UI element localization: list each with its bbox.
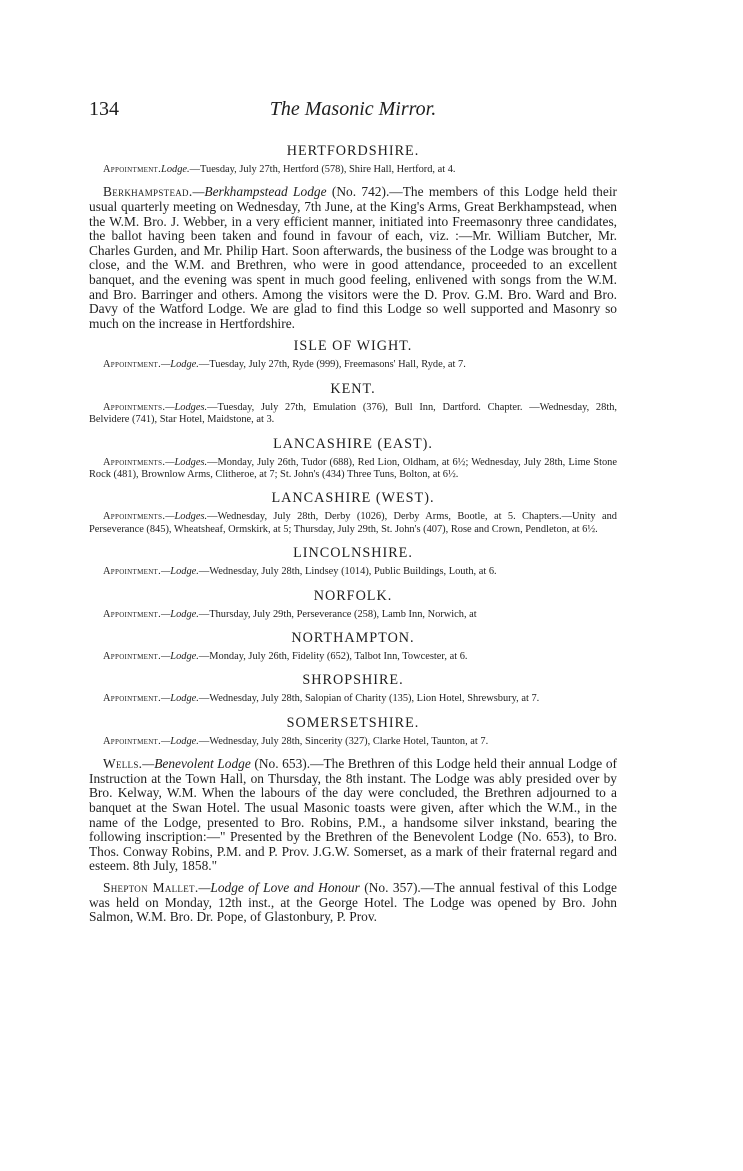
appointment-notice: [89, 693, 617, 705]
county-section: [89, 381, 617, 427]
county-section: [89, 672, 617, 705]
appointment-label: Appointment.: [103, 566, 162, 578]
appointment-notice: [89, 359, 617, 371]
appointment-text: —Tuesday, July 27th, Ryde (999), Freemasons' Hall, Ryde, at 7.: [198, 359, 466, 371]
county-section: [89, 143, 617, 331]
appointment-notice: [89, 457, 617, 482]
appointment-text: —Wednesday, July 28th, Sincerity (327), Clarke Hotel, Taunton, at 7.: [198, 735, 489, 747]
appointment-notice: [89, 164, 617, 176]
section-heading: LINCOLNSHIRE.: [293, 545, 413, 562]
appointment-notice: [89, 651, 617, 663]
paragraph-text: (No. 742).—The members of this Lodge held their usual quarterly meeting on Wednesday, 7th June, at the King's Arms, Great Berkhampstead, when the W.M. Bro. J. Webber, in a very efficient manner, initiated into Freemasonry three candidates, the ballot having been taken and found in favour of each, viz. :—Mr. William Butcher, Mr. Charles Gurden, and Mr. Philip Hart. Soon afterwards, the business of the Lodge was brought to a close, and the W.M. and Brethren, who were in good attendance, proceeded to an excellent banquet, and the evening was spent in much good feeling, enlivened with songs from the W.M. and Bro. Barringer and others. Among the visitors were the D. Prov. G.M. Bro. Ward and Bro. Davy of the Watford Lodge. We are glad to find this Lodge so well supported and Masonry so much on the increase in Hertfordshire.: [89, 184, 618, 331]
paragraph-lead: Berkhampstead.: [103, 184, 193, 200]
report-paragraph: [89, 185, 617, 331]
section-heading: NORTHAMPTON.: [291, 630, 415, 646]
section-heading: LANCASHIRE (WEST).: [271, 490, 435, 507]
appointment-label: Appointments.: [103, 456, 166, 468]
appointment-kind: —Lodge.: [161, 566, 199, 578]
appointment-label: Appointment.: [103, 651, 162, 662]
county-section: [89, 490, 617, 536]
appointment-kind: —Lodge.: [161, 651, 199, 662]
county-section: [89, 545, 617, 578]
appointment-kind: —Lodges.: [165, 511, 208, 523]
section-heading: KENT.: [330, 380, 376, 397]
appointment-text: —Wednesday, July 28th, Lindsey (1014), Public Buildings, Louth, at 6.: [198, 566, 497, 578]
appointment-notice: [89, 511, 617, 536]
appointment-text: —Thursday, July 29th, Perseverance (258), Lamb Inn, Norwich, at: [198, 608, 477, 620]
appointment-text: —Monday, July 26th, Fidelity (652), Talbot Inn, Towcester, at 6.: [198, 651, 468, 662]
appointment-kind: —Lodge.: [161, 735, 199, 747]
appointment-label: Appointment.: [103, 359, 162, 371]
appointment-label: Appointments.: [103, 401, 166, 413]
appointment-text: —Monday, July 26th, Tudor (688), Red Lion, Oldham, at 6½; Wednesday, July 28th, Lime Stone Rock (481), Brownlow Arms, Clitheroe, at 7; St. John's (434) Three Tuns, Bolton, at 6½.: [89, 456, 617, 480]
appointment-text: —Tuesday, July 27th, Hertford (578), Shire Hall, Hertford, at 4.: [189, 164, 456, 175]
lodge-name: —Benevolent Lodge: [142, 756, 251, 772]
appointment-kind: Lodge.: [161, 164, 190, 175]
paragraph-text: (No. 653).—The Brethren of this Lodge held their annual Lodge of Instruction at the Town Hall, on Thursday, the 8th instant. The Lodge was ably presided over by Bro. Kelway, W.M. When the labours of the day were concluded, the Brethren adjourned to a banquet at the Swan Hotel. The usual Masonic toasts were given, after which the W.M., in the name of the Lodge, presented to Bro. Robins, P.M., a handsome silver inkstand, bearing the following inscription:—" Presented by the Brethren of the Benevolent Lodge (No. 653), to Bro. Thos. Conway Robins, P.M. and P. Prov. J.G.W. Somerset, as a mark of their fraternal regard and esteem. 8th July, 1858.": [89, 756, 617, 874]
appointment-text: —Wednesday, July 28th, Salopian of Charity (135), Lion Hotel, Shrewsbury, at 7.: [198, 693, 540, 705]
county-section: [89, 588, 617, 621]
appointment-notice: [89, 609, 617, 621]
county-section: [89, 715, 617, 925]
section-heading: SOMERSETSHIRE.: [286, 714, 420, 731]
section-heading: LANCASHIRE (EAST).: [273, 435, 433, 452]
county-section: [89, 630, 617, 663]
running-title: The Masonic Mirror.: [269, 98, 437, 120]
document-body: [89, 143, 617, 932]
appointment-label: Appointment.: [103, 164, 162, 175]
appointment-text: —Tuesday, July 27th, Emulation (376), Bull Inn, Dartford. Chapter. —Wednesday, 28th, Belvidere (741), Star Hotel, Maidstone, at 3.: [89, 401, 617, 426]
appointment-notice: [89, 402, 617, 427]
section-heading: SHROPSHIRE.: [302, 672, 404, 689]
lodge-name: —Berkhampstead Lodge: [192, 184, 327, 200]
appointment-notice: [89, 566, 617, 578]
appointment-label: Appointments.: [103, 511, 166, 523]
section-heading: NORFOLK.: [313, 587, 393, 604]
page-number: 134: [89, 98, 119, 120]
section-heading: HERTFORDSHIRE.: [286, 143, 420, 159]
appointment-label: Appointment.: [103, 693, 162, 705]
appointment-label: Appointment.: [103, 608, 162, 620]
appointment-kind: —Lodge.: [161, 693, 199, 705]
appointment-kind: —Lodge.: [161, 608, 199, 620]
paragraph-lead: Shepton Mallet.: [103, 879, 199, 895]
report-paragraph: [89, 757, 617, 874]
paragraph-text: (No. 357).—The annual festival of this Lodge was held on Monday, 12th inst., at the George Hotel. The Lodge was opened by Bro. John Salmon, W.M. Bro. Dr. Pope, of Glastonbury, P. Prov.: [89, 879, 617, 925]
paragraph-lead: Wells.: [103, 756, 143, 772]
section-heading: ISLE OF WIGHT.: [293, 338, 413, 355]
appointment-kind: —Lodge.: [161, 359, 199, 371]
county-section: [89, 338, 617, 371]
appointment-notice: [89, 736, 617, 748]
appointment-kind: —Lodges.: [165, 401, 208, 413]
county-section: [89, 436, 617, 482]
lodge-name: —Lodge of Love and Honour: [198, 879, 360, 895]
appointment-kind: —Lodges.: [165, 456, 208, 468]
report-paragraph: [89, 881, 617, 925]
page-header: [89, 98, 617, 122]
appointment-label: Appointment.: [103, 735, 162, 747]
appointment-text: —Wednesday, July 28th, Derby (1026), Derby Arms, Bootle, at 5. Chapters.—Unity and Perseverance (845), Wheatsheaf, Ormskirk, at 5; Thursday, July 29th, St. John's (407), Rose and Crown, Pendleton, at 6½.: [89, 511, 617, 535]
